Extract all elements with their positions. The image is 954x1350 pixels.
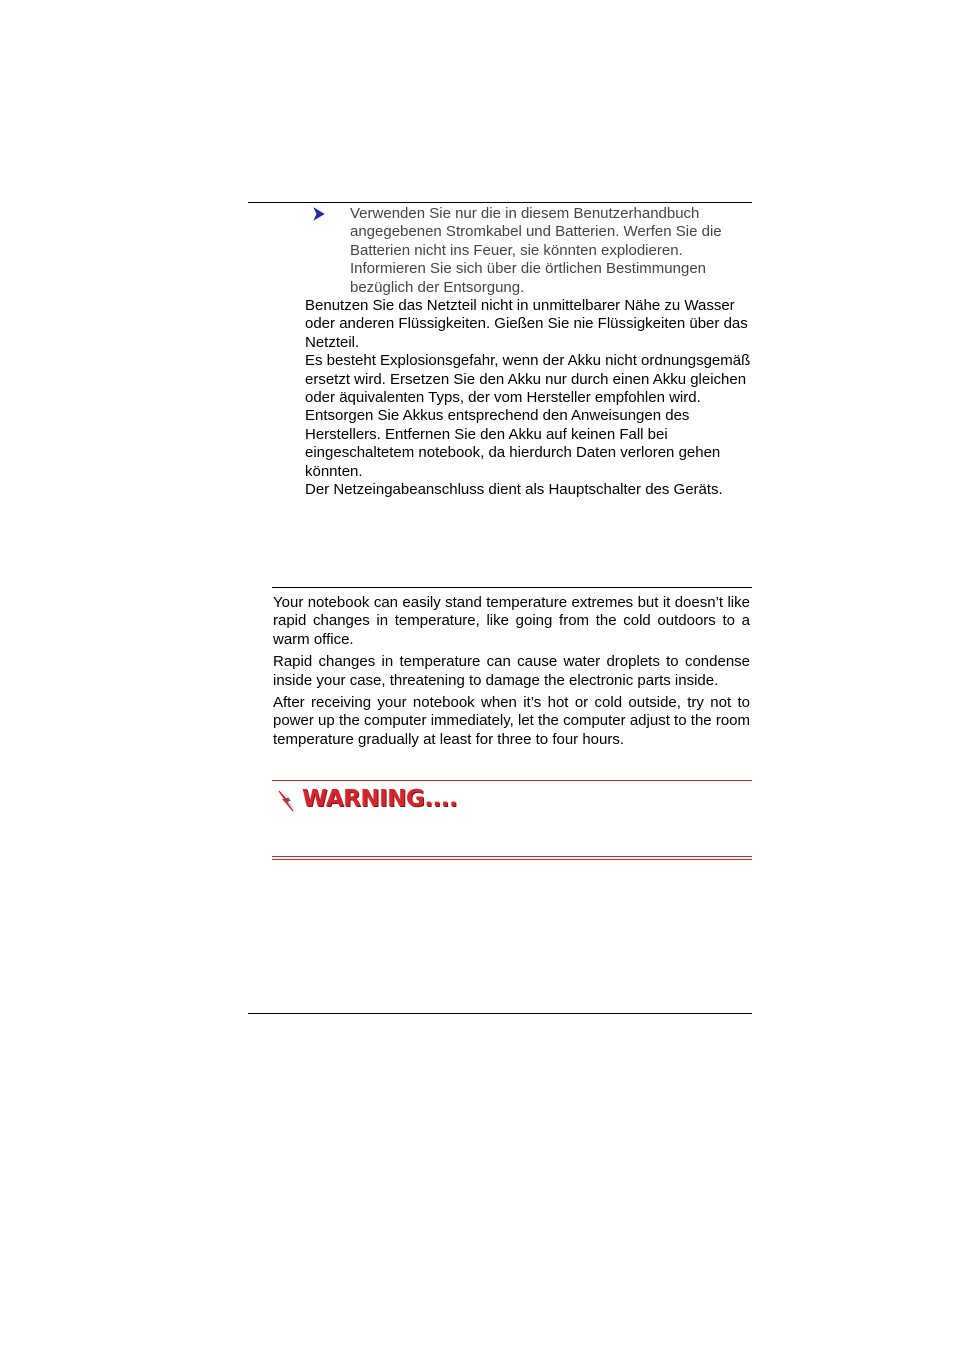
paragraph-battery-explosion: Es besteht Explosionsgefahr, wenn der Akku nicht ordnungsgemäß ersetzt wird. Ersetzen Sie den Akku nur durch einen Akku gleichen oder äquivalenten Typs, der vom Hersteller empfohlen wird. Entsorgen Sie Akkus entsprechend den Anweisungen des Herstellers. Entfernen Sie den Akku auf keinen Fall bei eingeschaltetem notebook, da hierdurch Daten verloren gehen könnten.	[305, 352, 751, 480]
warning-bottom-rule	[272, 856, 752, 857]
paragraph-adapter-water: Benutzen Sie das Netzteil nicht in unmittelbarer Nähe zu Wasser oder anderen Flüssigkeiten. Gießen Sie nie Flüssigkeiten über das Netzteil.	[305, 297, 748, 351]
english-paragraphs	[273, 594, 750, 753]
paragraph-temperature-extremes: Your notebook can easily stand temperature extremes but it doesn’t like rapid changes in temperature, like going from the cold outdoors to a warm office.	[273, 594, 750, 648]
arrow-bullet-icon	[312, 207, 326, 221]
bullet-text: Verwenden Sie nur die in diesem Benutzerhandbuch angegebenen Stromkabel und Batterien. Werfen Sie die Batterien nicht ins Feuer, sie könnten explodieren. Informieren Sie sich über die örtlichen Bestimmungen bezüglich der Entsorgung.	[350, 205, 722, 296]
bottom-rule	[248, 1013, 752, 1014]
german-paragraphs	[305, 297, 765, 499]
paragraph-adjust-temperature: After receiving your notebook when it’s hot or cold outside, try not to power up the computer immediately, let the computer adjust to the room temperature gradually at least for three to four hours.	[273, 694, 750, 748]
warning-label: WARNING....	[302, 786, 458, 812]
lightning-warning-icon	[275, 787, 299, 815]
paragraph-power-switch: Der Netzeingabeanschluss dient als Hauptschalter des Geräts.	[305, 481, 723, 499]
top-rule	[248, 202, 752, 203]
warning-top-rule	[272, 780, 752, 781]
warning-bottom-rule-double	[272, 859, 752, 860]
section-rule	[272, 587, 752, 588]
paragraph-condensation: Rapid changes in temperature can cause water droplets to condense inside your case, threatening to damage the electronic parts inside.	[273, 653, 750, 689]
